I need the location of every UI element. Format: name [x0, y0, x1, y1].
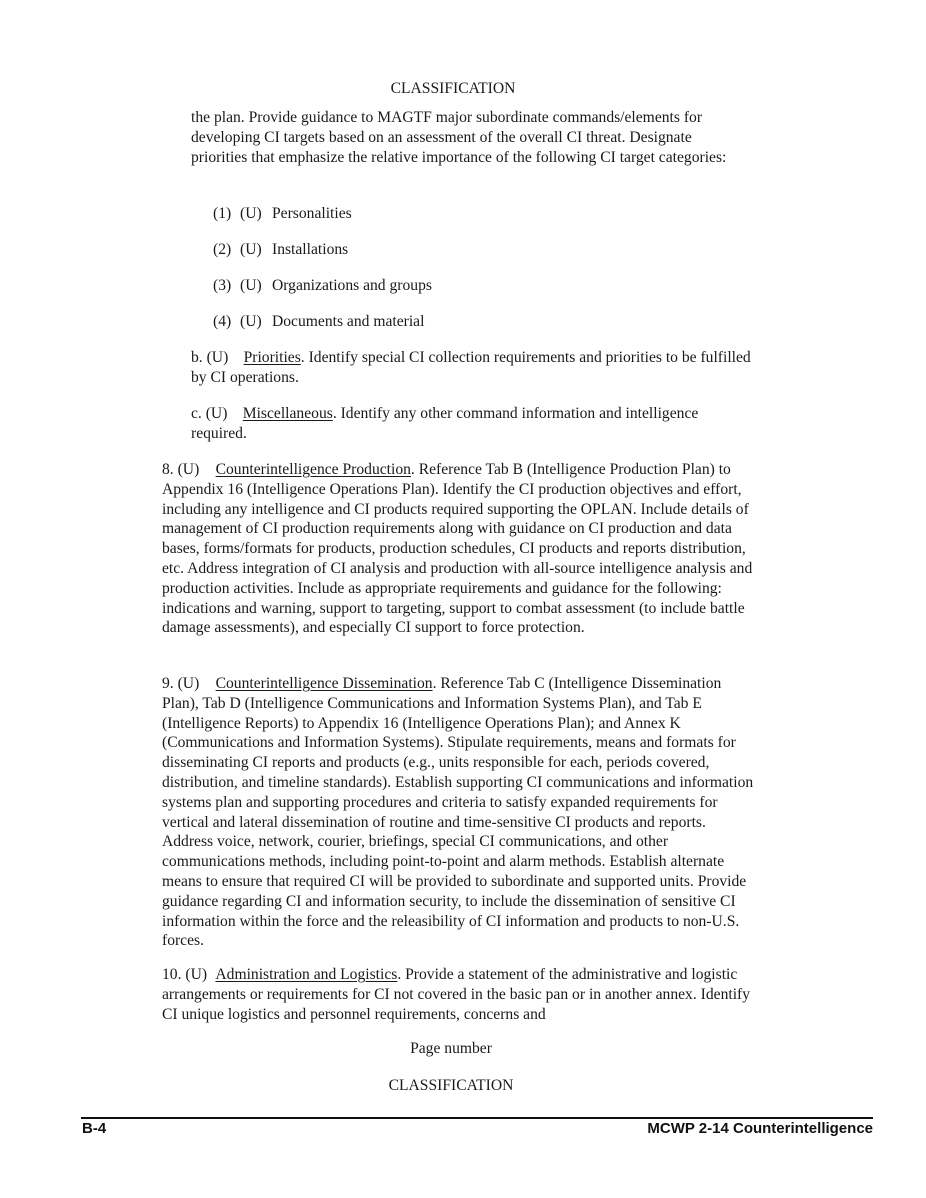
subparagraph-classification: (U): [205, 405, 228, 422]
section-classification: (U): [185, 966, 208, 983]
list-item-label: Organizations and groups: [272, 277, 432, 294]
section-number: 8.: [162, 461, 174, 478]
list-item-classification: (U): [240, 313, 262, 330]
intro-paragraph: the plan. Provide guidance to MAGTF major subordinate commands/elements for developing CI targets based on an assessment of the overall CI threat. Designate priorities that emphasize the relative importance of the following CI target categories:: [191, 109, 727, 166]
subparagraph-title: Miscellaneous: [242, 405, 333, 422]
section-text: . Provide a statement of the administrative and logistic arrangements or requirements for CI not covered in the basic pan or in another annex. Identify CI unique logistics and personnel requirements, concerns and: [162, 966, 751, 1023]
page-number-label: Page number: [410, 1040, 492, 1057]
list-item: [213, 312, 424, 332]
list-item-number: (2): [213, 241, 232, 258]
list-item-classification: (U): [240, 205, 262, 222]
list-item-classification: (U): [240, 277, 262, 294]
section-9-dissemination: [162, 674, 754, 951]
subparagraph-number: c.: [191, 405, 202, 422]
subparagraph-text: . Identify special CI collection requirements and priorities to be fulfilled by CI operations.: [191, 349, 751, 386]
list-item-label: Installations: [272, 241, 349, 258]
list-item: [213, 204, 352, 224]
section-8-production: [162, 460, 754, 638]
footer-publication-title: MCWP 2-14 Counterintelligence: [647, 1120, 873, 1137]
section-number: 9.: [162, 675, 174, 692]
list-item: [213, 240, 348, 260]
header-classification: CLASSIFICATION: [390, 80, 516, 97]
footer-page-id: B-4: [82, 1120, 107, 1137]
subparagraph-miscellaneous: [191, 404, 751, 444]
list-item: [213, 276, 432, 296]
section-title: Counterintelligence Dissemination: [215, 675, 433, 692]
subparagraph-priorities: [191, 348, 751, 388]
section-title: Administration and Logistics: [215, 966, 398, 983]
footer-rule: [81, 1117, 873, 1119]
list-item-label: Personalities: [272, 205, 352, 222]
subparagraph-title: Priorities: [243, 349, 301, 366]
section-number: 10.: [162, 966, 182, 983]
subparagraph-classification: (U): [206, 349, 229, 366]
section-text: . Reference Tab C (Intelligence Dissemination Plan), Tab D (Intelligence Communications and Information Systems Plan), and Tab E (Intelligence Reports) to Appendix 16 (Intelligence Operations Plan); and Annex K (Communications and Information Systems). Stipulate requirements, means and formats for disseminating CI reports and products (e.g., units responsible for each, periods covered, distribution, and timeline standards). Establish supporting CI communications and information systems plan and supporting procedures and criteria to satisfy expanded requirements for vertical and lateral dissemination of routine and time-sensitive CI products and reports. Address voice, network, courier, briefings, special CI communications, and other communications methods, including point-to-point and alarm methods. Establish alternate means to ensure that required CI will be provided to subordinate and supported units. Provide guidance regarding CI and information security, to include the dissemination of sensitive CI information within the force and the releasibility of CI information and products to non-U.S. forces.: [162, 675, 754, 950]
list-item-classification: (U): [240, 241, 262, 258]
section-10-administration: [162, 965, 754, 1024]
footer-classification: CLASSIFICATION: [388, 1077, 514, 1094]
section-classification: (U): [177, 675, 200, 692]
list-item-number: (4): [213, 313, 232, 330]
section-classification: (U): [177, 461, 200, 478]
list-item-number: (3): [213, 277, 232, 294]
section-text: . Reference Tab B (Intelligence Production Plan) to Appendix 16 (Intelligence Operations Plan). Identify the CI production objectives and effort, including any intelligence and CI products required supporting the OPLAN. Include details of management of CI production requirements along with guidance on CI production and data bases, forms/formats for products, production schedules, CI products and reports distribution, etc. Address integration of CI analysis and production with all-source intelligence analysis and production activities. Include as appropriate requirements and guidance for the following: indications and warning, support to targeting, support to combat assessment (to include battle damage assessments), and especially CI support to force protection.: [162, 461, 753, 637]
list-item-label: Documents and material: [272, 313, 425, 330]
subparagraph-text: . Identify any other command information and intelligence required.: [191, 405, 699, 442]
section-title: Counterintelligence Production: [215, 461, 411, 478]
list-item-number: (1): [213, 205, 232, 222]
subparagraph-number: b.: [191, 349, 203, 366]
